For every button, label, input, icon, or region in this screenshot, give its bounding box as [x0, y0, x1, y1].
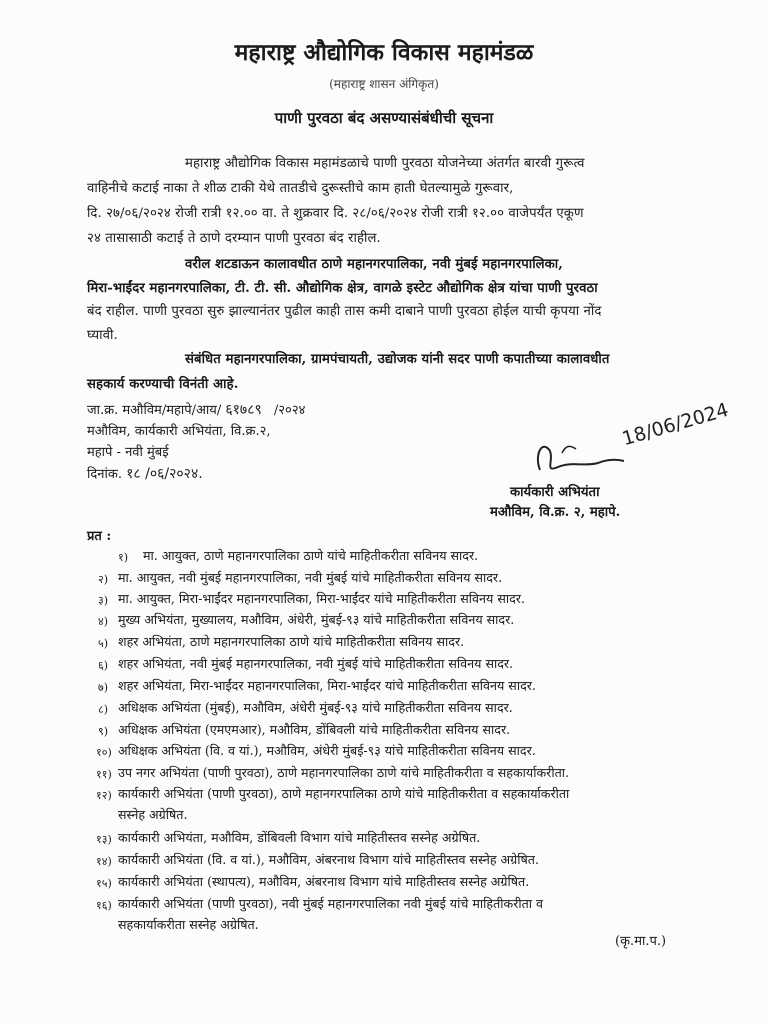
signature-date: 18/06/2024 — [619, 398, 732, 451]
recipient-line: शहर अभियंता, मिरा-भाईंदर महानगरपालिका, मिरा-भाईंदर यांचे माहितीकरीता सविनय सादर. — [118, 678, 536, 693]
para1-line: दि. २७/०६/२०२४ रोजी रात्री १२.०० वा. ते शुक्रवार दि. २८/०६/२०२४ रोजी रात्री १२.०० वाजेपर्यंत एकूण — [87, 206, 584, 221]
recipient-number: ५) — [98, 637, 109, 650]
notice-subject: पाणी पुरवठा बंद असण्यासंबंधीची सूचना — [274, 109, 494, 127]
recipient-line: कार्यकारी अभियंता (स्थापत्य), मऔविम, अंबरनाथ विभाग यांचे माहितीस्तव सस्नेह अग्रेषित. — [118, 874, 530, 889]
recipient-number: ४) — [98, 615, 109, 628]
reference-number — [87, 403, 305, 418]
recipient-line: अधिक्षक अभियंता (एमएमआर), मऔविम, डोंबिवली यांचे माहितीकरीता सविनय सादर. — [118, 722, 511, 737]
recipient-number: ९) — [98, 725, 109, 738]
recipient-number: १३) — [96, 833, 112, 846]
recipient-line: कार्यकारी अभियंता (पाणी पुरवठा), ठाणे महानगरपालिका ठाणे यांचे माहितीकरीता व सहकार्याकरीता — [118, 786, 570, 801]
para3-line: सहकार्य करण्याची विनंती आहे. — [87, 377, 239, 392]
recipient-line: मा. आयुक्त, मिरा-भाईंदर महानगरपालिका, मिरा-भाईंदर यांचे माहितीकरीता सविनय सादर. — [118, 591, 525, 606]
recipient-line-continued: सहकार्याकरीता सस्नेह अग्रेषित. — [118, 917, 259, 932]
recipient-line: कार्यकारी अभियंता (पाणी पुरवठा), नवी मुंबई महानगरपालिका नवी मुंबई यांचे माहितीकरीता व — [118, 896, 544, 911]
copy-to-label: प्रत : — [87, 529, 112, 544]
recipient-line: कार्यकारी अभियंता, मऔविम, डोंबिवली विभाग यांचे माहितीस्तव सस्नेह अग्रेषित. — [118, 830, 481, 845]
para2-line: मिरा-भाईंदर महानगरपालिका, टी. टी. सी. औद्योगिक क्षेत्र, वागळे इस्टेट औद्योगिक क्षेत्र यांचा पाणी पुरवठा — [87, 281, 598, 296]
para3-line: संबंधित महानगरपालिका, ग्रामपंचायती, उद्योजक यांनी सदर पाणी कपातीच्या कालावधीत — [185, 352, 610, 367]
para2-line: वरील शटडाऊन कालावधीत ठाणे महानगरपालिका, नवी मुंबई महानगरपालिका, — [185, 257, 563, 272]
recipient-number: १०) — [96, 746, 112, 759]
recipient-line: अधिक्षक अभियंता (वि. व यां.), मऔविम, अंधेरी मुंबई-९३ यांचे माहितीकरीता सविनय सादर. — [118, 743, 536, 758]
reference-number-prefix: जा.क्र. मऔविम/महापे/आय/ — [87, 403, 222, 418]
recipient-number: ३) — [98, 594, 109, 607]
recipient-line: अधिक्षक अभियंता (मुंबई), मऔविम, अंधेरी मुंबई-९३ यांचे माहितीकरीता सविनय सादर. — [118, 700, 513, 715]
recipient-line: मा. आयुक्त, नवी मुंबई महानगरपालिका, नवी मुंबई यांचे माहितीकरीता सविनय सादर. — [118, 570, 503, 585]
reference-number-handwritten: ६१७८९ — [225, 402, 262, 418]
recipient-line: शहर अभियंता, ठाणे महानगरपालिका ठाणे यांचे माहितीकरीता सविनय सादर. — [118, 634, 465, 649]
recipient-line: शहर अभियंता, नवी मुंबई महानगरपालिका, नवी मुंबई यांचे माहितीकरीता सविनय सादर. — [118, 656, 514, 671]
recipient-number: १२) — [96, 789, 112, 802]
date-handwritten: १८ /०६/२०२४. — [126, 466, 203, 482]
place-line: महापे - नवी मुंबई — [87, 445, 169, 460]
recipient-line: मुख्य अभियंता, मुख्यालय, मऔविम, अंधेरी, मुंबई-९३ यांचे माहितीकरीता सविनय सादर. — [118, 612, 515, 627]
para1-line: वाहिनीचे कटाई नाका ते शीळ टाकी येथे तातडीचे दुरूस्तीचे काम हाती घेतल्यामुळे गुरूवार, — [87, 181, 514, 196]
recipient-number: ७) — [98, 681, 109, 694]
designation-office: मऔविम, वि.क्र. २, महापे. — [490, 505, 621, 520]
document-subtitle: (महाराष्ट्र शासन अंगिकृत) — [329, 77, 439, 91]
para2-line: बंद राहील. पाणी पुरवठा सुरु झाल्यानंतर पुढील काही तास कमी दाबाने पाणी पुरवठा होईल याची कृपया नोंद — [87, 304, 602, 319]
recipient-number: १) — [118, 551, 129, 564]
date-prefix: दिनांक. — [87, 467, 122, 482]
recipient-line: कार्यकारी अभियंता (वि. व यां.), मऔविम, अंबरनाथ विभाग यांचे माहितीस्तव सस्नेह अग्रेषित. — [118, 852, 539, 867]
office-line: मऔविम, कार्यकारी अभियंता, वि.क्र.२, — [87, 424, 271, 439]
recipient-number: ११) — [96, 768, 112, 781]
para2-line: घ्यावी. — [87, 328, 118, 343]
recipient-number: २) — [98, 573, 109, 586]
recipient-number: ८) — [98, 703, 109, 716]
date-line — [87, 467, 203, 482]
recipient-number: ६) — [98, 659, 109, 672]
para1-line: महाराष्ट्र औद्योगिक विकास महामंडळाचे पाणी पुरवठा योजनेच्या अंतर्गत बारवी गुरूत्व — [185, 156, 585, 171]
document-title: महाराष्ट्र औद्योगिक विकास महामंडळ — [234, 39, 534, 66]
para1-line: २४ तासासाठी कटाई ते ठाणे दरम्यान पाणी पुरवठा बंद राहील. — [87, 231, 381, 246]
recipient-line: उप नगर अभियंता (पाणी पुरवठा), ठाणे महानगरपालिका ठाणे यांचे माहितीकरीता व सहकार्याकरीता. — [118, 765, 570, 780]
recipient-number: १५) — [96, 877, 112, 890]
recipient-line: मा. आयुक्त, ठाणे महानगरपालिका ठाणे यांचे माहितीकरीता सविनय सादर. — [143, 548, 479, 563]
recipient-number: १६) — [96, 899, 112, 912]
please-turn-over: (कृ.मा.प.) — [615, 934, 667, 949]
reference-number-suffix: /२०२४ — [273, 403, 306, 418]
designation-title: कार्यकारी अभियंता — [510, 485, 600, 500]
recipient-number: १४) — [96, 855, 112, 868]
recipient-line-continued: सस्नेह अग्रेषित. — [118, 807, 188, 822]
